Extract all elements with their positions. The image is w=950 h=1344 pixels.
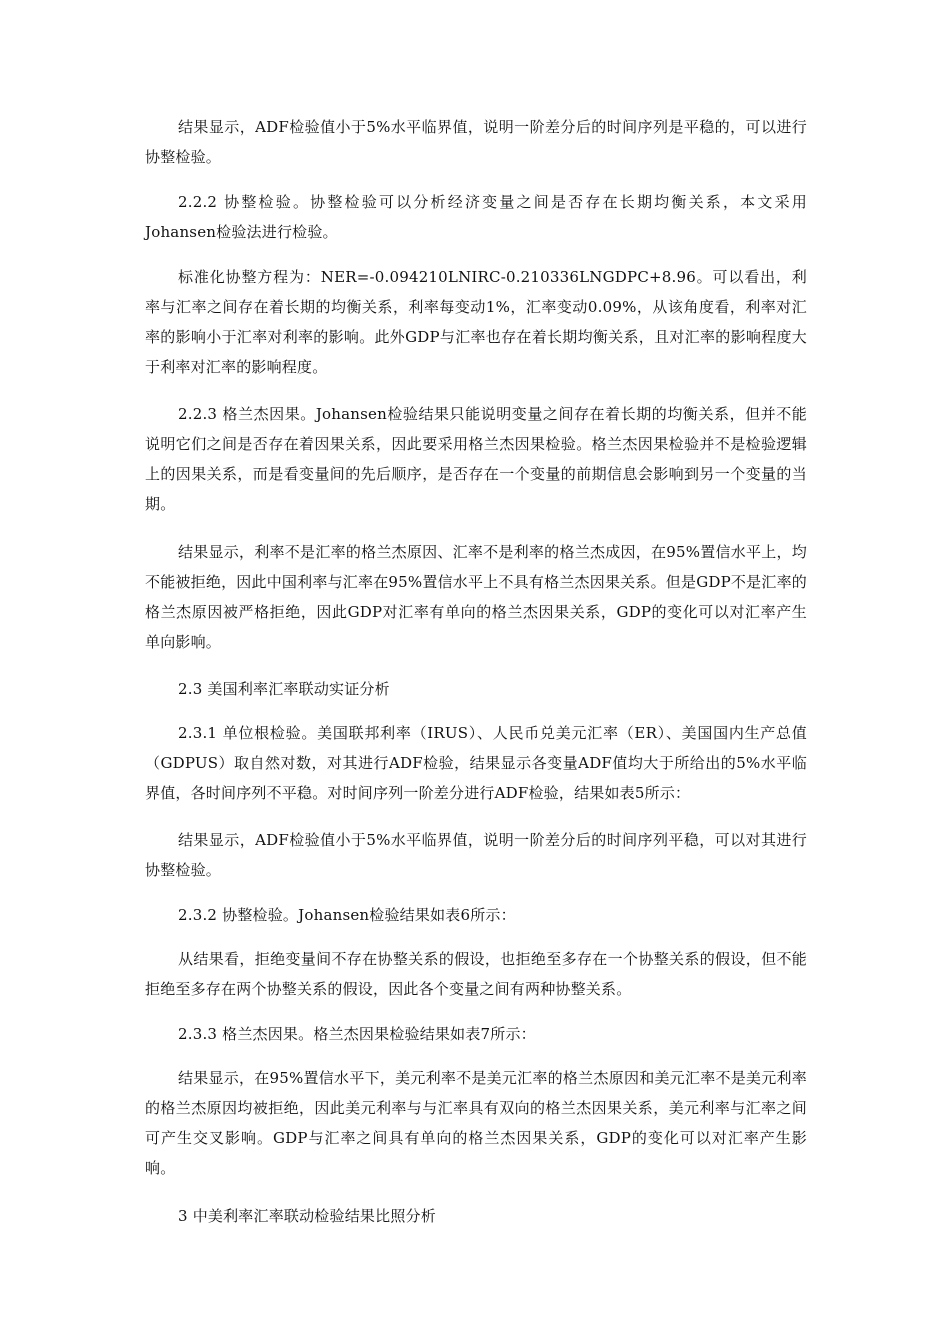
paragraph-cointegration-result-us: 从结果看，拒绝变量间不存在协整关系的假设，也拒绝至多存在一个协整关系的假设，但不能拒绝至多存在两个协整关系的假设，因此各个变量之间有两种协整关系。 bbox=[145, 950, 807, 998]
paragraph-standardized-equation: 标准化协整方程为：NER=-0.094210LNIRC-0.210336LNGDPC+8.96。可以看出，利率与汇率之间存在着长期的均衡关系，利率每变动1%，汇率变动0.09%，从该角度看，利率对汇率的影响小于汇率对利率的影响。此外GDP与汇率也存在着长期均衡关系，且对汇率的影响程度大于利率对汇率的影响程度。 bbox=[145, 268, 807, 376]
paragraph-unit-root-us: 2.3.1 单位根检验。美国联邦利率（IRUS）、人民币兑美元汇率（ER）、美国国内生产总值（GDPUS）取自然对数，对其进行ADF检验，结果显示各变量ADF值均大于所给出的5%水平临界值，各时间序列不平稳。对时间序列一阶差分进行ADF检验，结果如表5所示： bbox=[145, 724, 807, 802]
paragraph-granger-us: 2.3.3 格兰杰因果。格兰杰因果检验结果如表7所示： bbox=[178, 1025, 536, 1043]
paragraph-adf-result-china: 结果显示，ADF检验值小于5%水平临界值，说明一阶差分后的时间序列是平稳的，可以进行协整检验。 bbox=[145, 118, 807, 166]
paragraph-granger-result-us: 结果显示，在95%置信水平下，美元利率不是美元汇率的格兰杰原因和美元汇率不是美元利率的格兰杰原因均被拒绝，因此美元利率与与汇率具有双向的格兰杰因果关系，美元利率与汇率之间可产生交叉影响。GDP与汇率之间具有单向的格兰杰因果关系，GDP的变化可以对汇率产生影响。 bbox=[145, 1069, 807, 1177]
paragraph-granger-result-china: 结果显示，利率不是汇率的格兰杰原因、汇率不是利率的格兰杰成因，在95%置信水平上，均不能被拒绝，因此中国利率与汇率在95%置信水平上不具有格兰杰因果关系。但是GDP不是汇率的格兰杰原因被严格拒绝，因此GDP对汇率有单向的格兰杰因果关系，GDP的变化可以对汇率产生单向影响。 bbox=[145, 543, 807, 651]
paragraph-cointegration-china: 2.2.2 协整检验。协整检验可以分析经济变量之间是否存在长期均衡关系，本文采用Johansen检验法进行检验。 bbox=[145, 193, 807, 241]
section-heading-2-3: 2.3 美国利率汇率联动实证分析 bbox=[178, 680, 390, 698]
paragraph-adf-result-us: 结果显示，ADF检验值小于5%水平临界值，说明一阶差分后的时间序列平稳，可以对其进行协整检验。 bbox=[145, 831, 807, 879]
paragraph-granger-china: 2.2.3 格兰杰因果。Johansen检验结果只能说明变量之间存在着长期的均衡关系，但并不能说明它们之间是否存在着因果关系，因此要采用格兰杰因果检验。格兰杰因果检验并不是检验逻辑上的因果关系，而是看变量间的先后顺序，是否存在一个变量的前期信息会影响到另一个变量的当期。 bbox=[145, 405, 807, 513]
paragraph-cointegration-us: 2.3.2 协整检验。Johansen检验结果如表6所示： bbox=[178, 906, 516, 924]
section-heading-3: 3 中美利率汇率联动检验结果比照分析 bbox=[178, 1207, 436, 1225]
